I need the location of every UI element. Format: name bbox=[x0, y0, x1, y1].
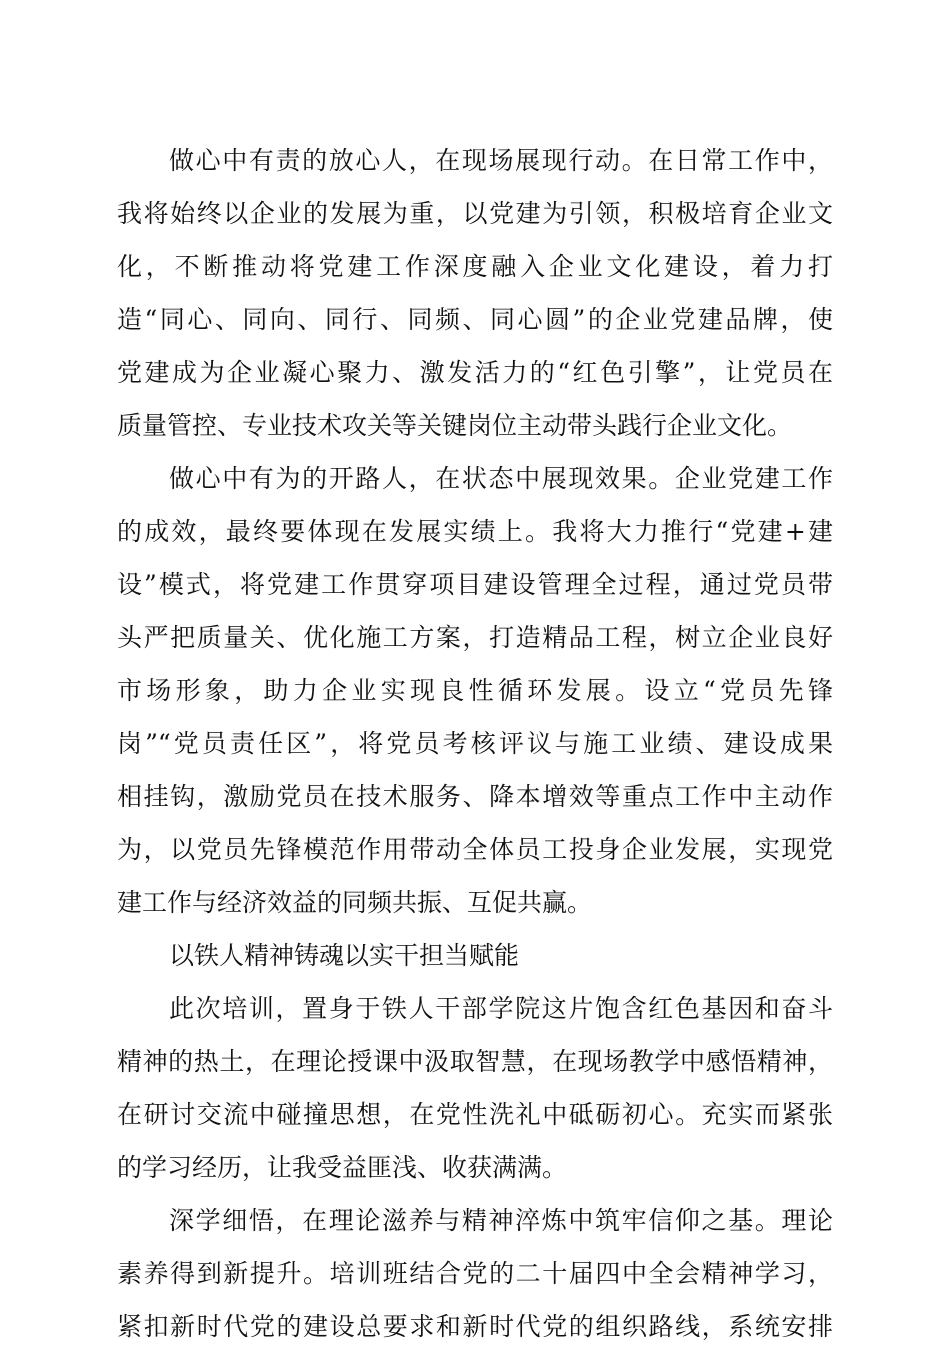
text-line: 为，以党员先锋模范作用带动全体员工投身企业发展，实现党 bbox=[117, 835, 833, 864]
text-line: 精神的热土，在理论授课中汲取智慧，在现场教学中感悟精神， bbox=[117, 1047, 833, 1076]
section-heading bbox=[117, 929, 833, 982]
text-line: 紧扣新时代党的建设总要求和新时代党的组织路线，系统安排 bbox=[117, 1312, 833, 1341]
text-line: 相挂钩，激励党员在技术服务、降本增效等重点工作中主动作 bbox=[117, 782, 833, 811]
text-line: 做心中有为的开路人，在状态中展现效果。企业党建工作 bbox=[169, 464, 833, 493]
text-line: 建工作与经济效益的同频共振、互促共赢。 bbox=[117, 888, 593, 917]
paragraph-1 bbox=[117, 134, 833, 452]
paragraph-4 bbox=[117, 1194, 833, 1353]
text-line: 党建成为企业凝心聚力、激发活力的“红色引擎”，让党员在 bbox=[117, 358, 833, 387]
text-line: 此次培训，置身于铁人干部学院这片饱含红色基因和奋斗 bbox=[169, 994, 833, 1023]
heading-line: 以铁人精神铸魂以实干担当赋能 bbox=[169, 941, 520, 970]
text-line: 市场形象，助力企业实现良性循环发展。设立“党员先锋 bbox=[117, 676, 833, 705]
text-line: 在研讨交流中碰撞思想，在党性洗礼中砥砺初心。充实而紧张 bbox=[117, 1100, 833, 1129]
text-line: 素养得到新提升。培训班结合党的二十届四中全会精神学习， bbox=[117, 1259, 833, 1288]
text-line: 深学细悟，在理论滋养与精神淬炼中筑牢信仰之基。理论 bbox=[169, 1206, 833, 1235]
text-line: 岗”“党员责任区”，将党员考核评议与施工业绩、建设成果 bbox=[117, 729, 833, 758]
text-line: 的学习经历，让我受益匪浅、收获满满。 bbox=[117, 1153, 568, 1182]
text-line: 化，不断推动将党建工作深度融入企业文化建设，着力打 bbox=[117, 252, 833, 281]
text-line: 头严把质量关、优化施工方案，打造精品工程，树立企业良好 bbox=[117, 623, 833, 652]
text-line: 做心中有责的放心人，在现场展现行动。在日常工作中， bbox=[169, 146, 833, 175]
text-line: 造“同心、同向、同行、同频、同心圆”的企业党建品牌，使 bbox=[117, 305, 833, 334]
paragraph-3 bbox=[117, 982, 833, 1194]
text-line: 我将始终以企业的发展为重，以党建为引领，积极培育企业文 bbox=[117, 199, 833, 228]
text-line: 的成效，最终要体现在发展实绩上。我将大力推行“党建+建 bbox=[117, 517, 833, 546]
document-body bbox=[117, 134, 833, 1353]
paragraph-2 bbox=[117, 452, 833, 929]
text-line: 质量管控、专业技术攻关等关键岗位主动带头践行企业文化。 bbox=[117, 411, 793, 440]
text-line: 设”模式，将党建工作贯穿项目建设管理全过程，通过党员带 bbox=[117, 570, 833, 599]
